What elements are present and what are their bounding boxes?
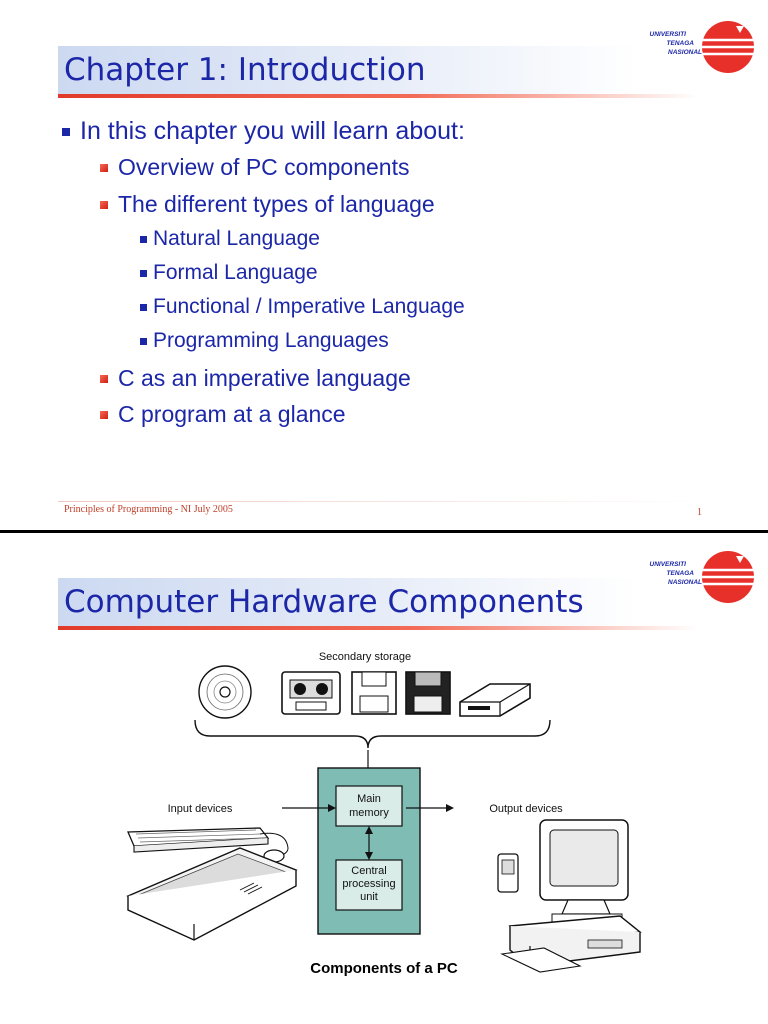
square-bullet-icon	[140, 236, 147, 243]
square-bullet-icon	[100, 164, 108, 172]
logo-line-3: NASIONAL	[668, 49, 702, 56]
logo-line-1: UNIVERSITI	[649, 31, 686, 38]
monitor-icon	[540, 820, 628, 922]
main-memory-label-2: memory	[349, 807, 389, 819]
bullet-item: In this chapter you will learn about:	[62, 117, 465, 146]
scanner-icon	[128, 848, 296, 940]
slide-2	[0, 532, 768, 1024]
slide-title: Computer Hardware Components	[64, 584, 584, 620]
external-drive-icon	[460, 684, 530, 716]
square-bullet-icon	[100, 411, 108, 419]
square-bullet-icon	[62, 128, 70, 136]
cpu-label-1: Central	[351, 865, 387, 877]
figure-caption: Components of a PC	[310, 960, 458, 977]
footer-text: Principles of Programming - NI July 2005	[64, 504, 233, 515]
bullet-item: C as an imperative language	[100, 365, 411, 392]
brace-line	[195, 720, 550, 748]
logo-line-1: UNIVERSITI	[649, 561, 686, 568]
keyboard-icon	[128, 828, 268, 852]
bullet-item: Overview of PC components	[100, 154, 409, 181]
tape-cassette-icon	[282, 672, 340, 714]
square-bullet-icon	[100, 375, 108, 383]
logo-line-2: TENAGA	[666, 40, 694, 47]
footer-rule	[58, 501, 708, 502]
floppy-disk-dark-icon	[406, 672, 450, 714]
slide-divider	[0, 532, 768, 533]
main-memory-box	[336, 786, 402, 826]
cpu-label-2: processing	[342, 878, 396, 890]
slide-title: Chapter 1: Introduction	[64, 52, 426, 88]
cd-disc-icon	[199, 666, 251, 718]
bullet-item: C program at a glance	[100, 401, 346, 428]
square-bullet-icon	[100, 201, 108, 209]
bullet-item: Formal Language	[140, 261, 318, 285]
floppy-disk-icon	[352, 672, 396, 714]
square-bullet-icon	[140, 304, 147, 311]
bullet-item: Functional / Imperative Language	[140, 295, 465, 319]
main-memory-label-1: Main	[357, 793, 381, 805]
logo-line-2: TENAGA	[666, 570, 694, 577]
bullet-item: The different types of language	[100, 191, 435, 218]
bullet-item: Programming Languages	[140, 329, 389, 353]
logo-line-3: NASIONAL	[668, 579, 702, 586]
title-underline	[58, 626, 698, 630]
square-bullet-icon	[140, 338, 147, 345]
square-bullet-icon	[140, 270, 147, 277]
input-devices-label: Input devices	[167, 803, 233, 815]
secondary-storage-label: Secondary storage	[318, 651, 412, 663]
output-devices-label: Output devices	[489, 803, 563, 815]
bullet-item: Natural Language	[140, 227, 320, 251]
cpu-label-3: unit	[360, 891, 378, 903]
handheld-device-icon	[498, 854, 518, 892]
page-number: 1	[697, 507, 702, 518]
university-logo	[640, 542, 755, 612]
